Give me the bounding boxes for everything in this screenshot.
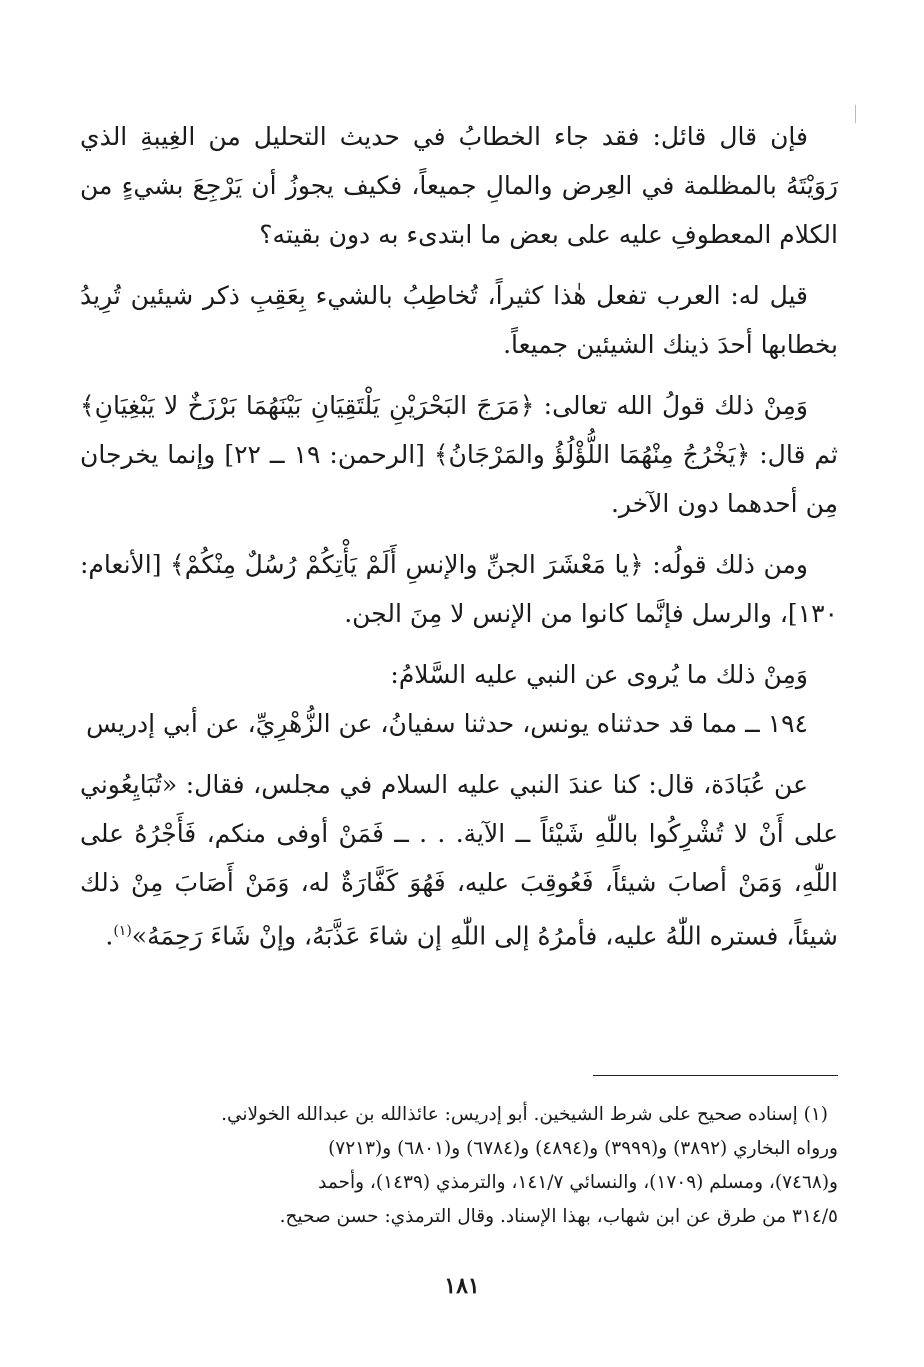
paragraph-question: فإن قال قائل: فقد جاء الخطابُ في حديث التحليل من الغِيبةِ الذي رَوَيْتَهُ بالمظلمة في العِرض والمالِ جميعاً، فكيف يجوزُ أن يَرْجِعَ بشيءٍ من الكلام المعطوفِ عليه على بعض ما ابتدىء به دون بقيته؟ <box>80 122 838 249</box>
paragraph-quran-anam: ومن ذلك قولُه: ﴿يا مَعْشَرَ الجنِّ والإنسِ أَلَمْ يَأْتِكُمْ رُسُلٌ مِنْكُمْ﴾ [الأنعام: ١٣٠]، والرسل فإنَّما كانوا من الإنس لا مِنَ الجن. <box>80 550 838 628</box>
main-text <box>80 112 838 972</box>
footnote-line: (١) إسناده صحيح على شرط الشيخين. أبو إدريس: عائذالله بن عبدالله الخولاني. <box>221 1104 828 1125</box>
hadith-chain: ١٩٤ ــ مما قد حدثناه يونس، حدثنا سفيانُ، عن الزُّهْرِيِّ، عن أبي إدريس <box>86 709 808 738</box>
footnote-divider <box>593 1075 838 1076</box>
page-number: ١٨١ <box>444 1273 480 1299</box>
hadith-text: عن عُبَادَة، قال: كنا عندَ النبي عليه السلام في مجلس، فقال: «تُبَايِعُوني على أَنْ لا تُشْرِكُوا باللّٰهِ شَيْئاً ــ الآية. . . ــ فَمَنْ أوفى منكم، فَأَجْرُهُ على اللّٰهِ، وَمَنْ أصابَ شيئاً، فَعُوقِبَ عليه، فَهُوَ كَفَّارَةٌ له، وَمَنْ أَصَابَ مِنْ ذلك شيئاً، فستره اللّٰهُ عليه، فأمرُهُ إلى اللّٰهِ إن شاءَ عَذَّبَهُ، وإنْ شَاءَ رَحِمَهُ»$^{(١)}$. <box>80 770 838 951</box>
hadith-body: عن عُبَادَة، قال: كنا عندَ النبي عليه السلام في مجلس، فقال: «تُبَايِعُوني على أَنْ لا تُشْرِكُوا باللّٰهِ شَيْئاً ــ الآية. . . ــ فَمَنْ أوفى منكم، فَأَجْرُهُ على اللّٰهِ، وَمَنْ أصابَ شيئاً، فَعُوقِبَ عليه، فَهُوَ كَفَّارَةٌ له، وَمَنْ أَصَابَ مِنْ ذلك شيئاً، فستره اللّٰهُ عليه، فأمرُهُ إلى اللّٰهِ إن شاءَ عَذَّبَهُ، وإنْ شَاءَ رَحِمَهُ» <box>80 770 838 951</box>
footnote-line: ورواه البخاري (٣٨٩٢) و(٣٩٩٩) و(٤٨٩٤) و(٦٧٨٤) و(٦٨٠١) و(٧٢١٣) <box>328 1138 838 1159</box>
footnotes <box>80 1098 838 1234</box>
paragraph-prophet-intro: وَمِنْ ذلك ما يُروى عن النبي عليه السَّلامُ: <box>390 660 808 689</box>
paragraph-quran-rahman: وَمِنْ ذلك قولُ الله تعالى: ﴿مَرَجَ البَحْرَيْنِ يَلْتَقِيَانِ بَيْنَهُمَا بَرْزَخٌ لا يَبْغِيَانِ﴾ ثم قال: ﴿يَخْرُجُ مِنْهُمَا اللُّؤْلُؤُ والمَرْجَانُ﴾ [الرحمن: ١٩ ــ ٢٢] وإنما يخرجان مِن أحدهما دون الآخر. <box>80 391 838 518</box>
footnote-line: ٣١٤/٥ من طرق عن ابن شهاب، بهذا الإسناد. وقال الترمذي: حسن صحيح. <box>279 1206 838 1227</box>
paragraph-answer: قيل له: العرب تفعل هٰذا كثيراً، تُخاطِبُ بالشيء بِعَقِبِ ذكر شيئين تُرِيدُ بخطابها أحدَ ذينك الشيئين جميعاً. <box>80 281 838 359</box>
margin-mark <box>855 105 856 123</box>
footnote-line: و(٧٤٦٨)، ومسلم (١٧٠٩)، والنسائي ١٤١/٧، والترمذي (١٤٣٩)، وأحمد <box>318 1172 838 1193</box>
footnote-marker: (١) <box>113 923 132 939</box>
